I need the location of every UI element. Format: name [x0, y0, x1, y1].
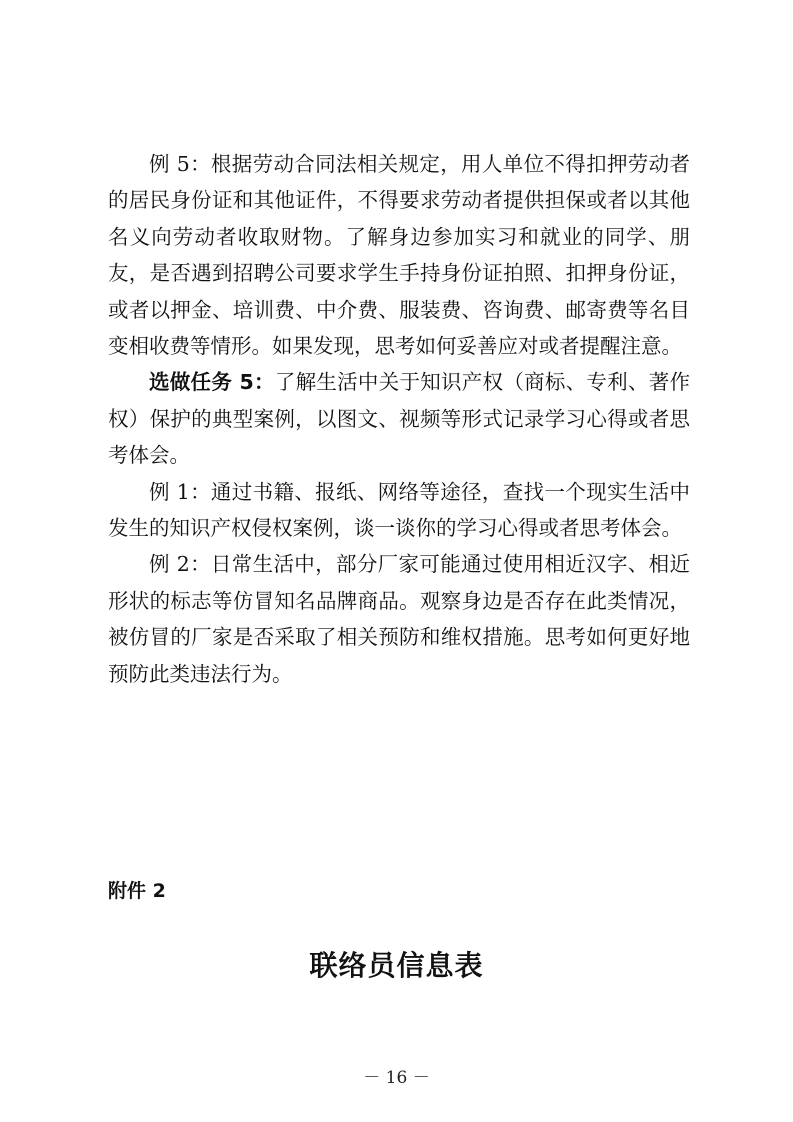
example-2-paragraph: 例 2：日常生活中，部分厂家可能通过使用相近汉字、相近形状的标志等仿冒知名品牌商品。观察身边是否存在此类情况，被仿冒的厂家是否采取了相关预防和维权措施。思考如何更好地预防此类违法行为。	[108, 552, 690, 686]
page-title: 联络员信息表	[309, 949, 484, 982]
optional-task-5-label: 选做任务 5：	[149, 370, 275, 395]
attachment-label: 附件 2	[108, 880, 166, 902]
optional-task-5-text: 了解生活中关于知识产权（商标、专利、著作权）保护的典型案例，以图文、视频等形式记录学习心得或者思考体会。	[108, 370, 690, 468]
optional-task-5-paragraph	[108, 364, 690, 473]
body-text-upper	[108, 146, 690, 692]
example-5-paragraph: 例 5：根据劳动合同法相关规定，用人单位不得扣押劳动者的居民身份证和其他证件，不得要求劳动者提供担保或者以其他名义向劳动者收取财物。了解身边参加实习和就业的同学、朋友，是否遇到招聘公司要求学生手持身份证拍照、扣押身份证，或者以押金、培训费、中介费、服装费、咨询费、邮寄费等名目变相收费等情形。如果发现，思考如何妥善应对或者提醒注意。	[108, 152, 690, 359]
example-1-paragraph: 例 1：通过书籍、报纸、网络等途径，查找一个现实生活中发生的知识产权侵权案例，谈一谈你的学习心得或者思考体会。	[108, 479, 690, 541]
page-number: － 16 －	[363, 1068, 430, 1088]
